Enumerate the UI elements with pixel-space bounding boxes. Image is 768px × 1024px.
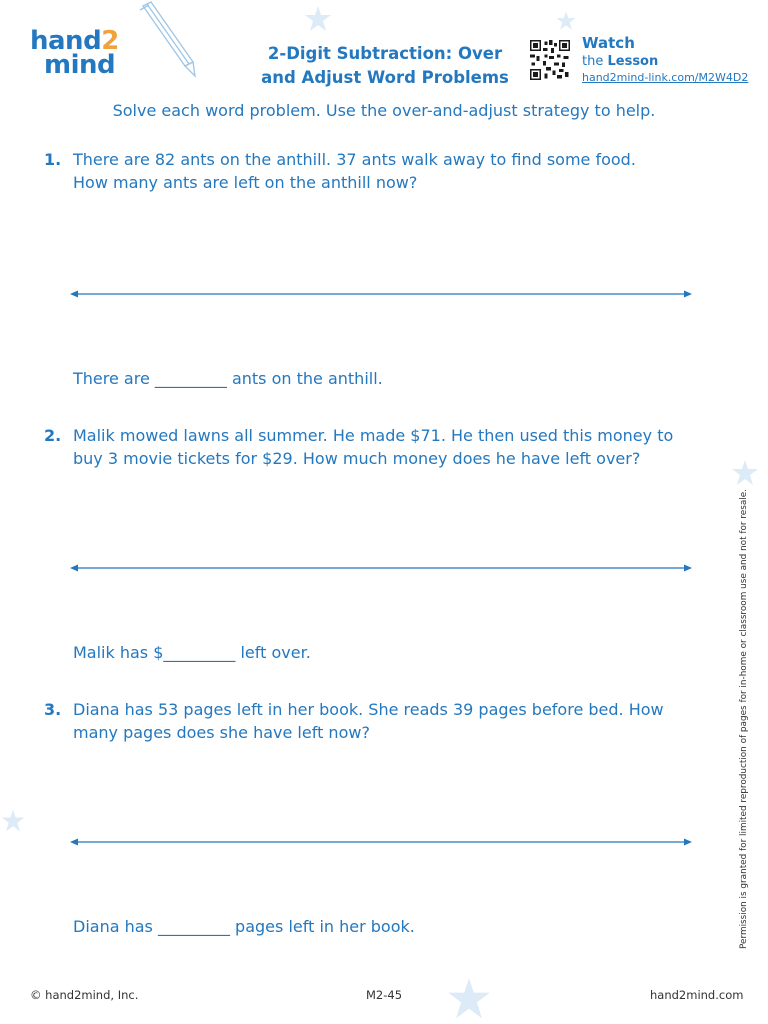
logo-hand-text: hand — [30, 26, 102, 56]
number-line-1[interactable] — [70, 288, 692, 300]
logo-two-text: 2 — [101, 26, 119, 56]
watch-label: Watch — [582, 34, 635, 52]
problem-1-number: 1. — [44, 150, 62, 169]
star-decoration-icon — [303, 4, 333, 34]
problem-3-text — [73, 698, 723, 744]
footer-copyright: © hand2mind, Inc. — [30, 988, 139, 1002]
problem-3-line-1: Diana has 53 pages left in her book. She reads 39 pages before bed. How — [73, 700, 664, 719]
lesson-label — [582, 54, 658, 70]
number-line-2[interactable] — [70, 562, 692, 574]
logo-mind-text: mind — [44, 50, 116, 80]
problem-3-line-2: many pages does she have left now? — [73, 723, 370, 742]
worksheet-title — [250, 42, 520, 90]
problem-1-line-2: How many ants are left on the anthill now? — [73, 173, 418, 192]
number-line-3[interactable] — [70, 836, 692, 848]
problem-2-line-2: buy 3 movie tickets for $29. How much money does he have left over? — [73, 449, 641, 468]
problem-1-line-1: There are 82 ants on the anthill. 37 ants walk away to find some food. — [73, 150, 636, 169]
star-decoration-icon — [555, 10, 577, 32]
star-decoration-icon — [0, 808, 26, 834]
star-decoration-icon — [445, 975, 493, 1023]
problem-2-line-1: Malik mowed lawns all summer. He made $71. He then used this money to — [73, 426, 674, 445]
permission-note — [732, 488, 752, 950]
pencil-icon — [135, 0, 205, 80]
problem-1-answer: There are _________ ants on the anthill. — [73, 369, 383, 388]
star-decoration-icon — [730, 458, 760, 488]
footer-site[interactable]: hand2mind.com — [650, 988, 744, 1002]
problem-1-text — [73, 148, 723, 194]
permission-note-text: Permission is granted for limited reproduction of pages for in-home or classroom use and not for resale. — [739, 507, 749, 949]
title-line-2: and Adjust Word Problems — [261, 68, 509, 87]
problem-2-text — [73, 424, 723, 470]
the-text: the — [582, 54, 604, 69]
instructions: Solve each word problem. Use the over-and-adjust strategy to help. — [112, 101, 656, 120]
problem-2-answer: Malik has $_________ left over. — [73, 643, 311, 662]
problem-2-number: 2. — [44, 426, 62, 445]
lesson-text: Lesson — [607, 54, 659, 69]
problem-3-answer: Diana has _________ pages left in her book. — [73, 917, 415, 936]
qr-code-icon[interactable] — [530, 40, 570, 80]
title-line-1: 2-Digit Subtraction: Over — [267, 44, 503, 63]
footer-page-number: M2-45 — [366, 988, 403, 1002]
hand2mind-logo — [30, 28, 130, 86]
lesson-link[interactable]: hand2mind-link.com/M2W4D2 — [582, 71, 749, 84]
problem-3-number: 3. — [44, 700, 62, 719]
